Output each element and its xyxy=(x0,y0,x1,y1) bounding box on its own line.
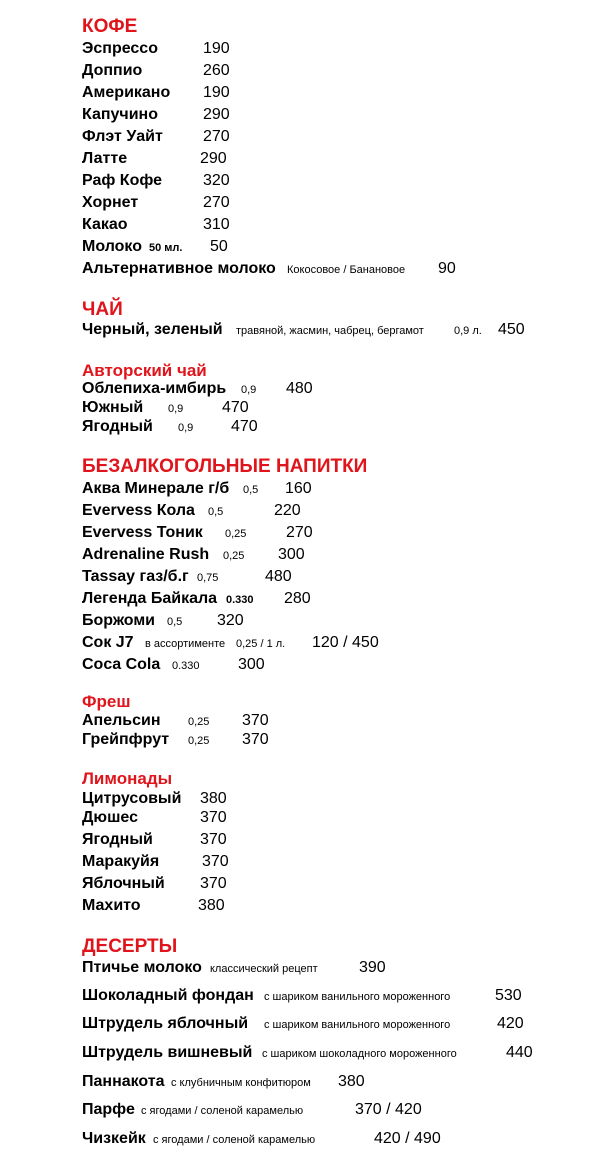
menu-item-name: Птичье молоко xyxy=(82,959,202,976)
menu-item-price: 260 xyxy=(203,62,230,79)
menu-item-note: с шариком шоколадного мороженного xyxy=(262,1048,457,1060)
menu-item-name: Аква Минерале г/б xyxy=(82,480,230,497)
menu-item-price: 190 xyxy=(203,84,230,101)
menu-item-price: 370 / 420 xyxy=(355,1101,422,1118)
menu-item-price: 370 xyxy=(200,831,227,848)
menu-item-price: 440 xyxy=(506,1044,533,1061)
menu-item-name: Шоколадный фондан xyxy=(82,987,254,1004)
menu-item-note: с шариком ванильного мороженного xyxy=(264,1019,451,1031)
menu-item-price: 530 xyxy=(495,987,522,1004)
menu-item-volume: 0,25 xyxy=(188,716,210,728)
menu-item-price: 290 xyxy=(200,150,227,167)
menu-item-price: 120 / 450 xyxy=(312,634,379,651)
menu-item-note: в ассортименте xyxy=(145,638,226,650)
menu-item-name: Грейпфрут xyxy=(82,731,170,748)
menu-item-note: с ягодами / соленой карамелью xyxy=(141,1105,304,1117)
menu-item-price: 480 xyxy=(265,568,292,585)
menu-item-price: 450 xyxy=(498,321,525,338)
menu-item-name: Штрудель вишневый xyxy=(82,1044,253,1061)
menu-item-price: 380 xyxy=(338,1073,365,1090)
menu-item-name: Парфе xyxy=(82,1101,135,1118)
menu-item-name: Черный, зеленый xyxy=(82,321,223,338)
menu-item-price: 270 xyxy=(203,128,230,145)
menu-item-name: Штрудель яблочный xyxy=(82,1015,249,1032)
menu-item-volume: 0,5 xyxy=(243,484,259,496)
menu-item-name: Evervess Тоник xyxy=(82,524,203,541)
menu-item-price: 370 xyxy=(200,875,227,892)
menu-item-name: Adrenaline Rush xyxy=(82,546,210,563)
menu-item-note: Кокосовое / Банановое xyxy=(287,264,406,276)
section-title-desserts: ДЕСЕРТЫ xyxy=(82,936,178,957)
menu-item-name: Ягодный xyxy=(82,418,153,435)
section-title-lemonades: Лимонады xyxy=(82,769,173,788)
menu-item-price: 320 xyxy=(203,172,230,189)
menu-item-name: Молоко xyxy=(82,238,142,255)
menu-item-price: 370 xyxy=(200,809,227,826)
menu-item-volume: 0.330 xyxy=(172,660,200,672)
menu-item-name: Южный xyxy=(82,399,144,416)
menu-item-price: 310 xyxy=(203,216,230,233)
menu-item-name: Доппио xyxy=(82,62,143,79)
menu-item-name: Американо xyxy=(82,84,171,101)
menu-item-price: 190 xyxy=(203,40,230,57)
menu-item-volume: 0,9 xyxy=(168,403,184,415)
menu-item-name: Маракуйя xyxy=(82,853,160,870)
menu-item-price: 390 xyxy=(359,959,386,976)
menu-item-price: 470 xyxy=(222,399,249,416)
menu-item-name: Evervess Кола xyxy=(82,502,195,519)
menu-item-name: Раф Кофе xyxy=(82,172,163,189)
section-title-soft-drinks: БЕЗАЛКОГОЛЬНЫЕ НАПИТКИ xyxy=(82,456,368,477)
menu-item-price: 480 xyxy=(286,380,313,397)
menu-item-volume: 50 мл. xyxy=(149,242,183,254)
section-title-fresh: Фреш xyxy=(82,692,131,711)
menu-item-price: 270 xyxy=(286,524,313,541)
menu-item-name: Облепиха-имбирь xyxy=(82,380,227,397)
menu-item-price: 370 xyxy=(242,731,269,748)
menu-item-price: 220 xyxy=(274,502,301,519)
menu-item-name: Tassay газ/б.г xyxy=(82,568,189,585)
menu-item-name: Капучино xyxy=(82,106,158,123)
menu-item-name: Coca Cola xyxy=(82,656,161,673)
menu-item-volume: 0,9 xyxy=(178,422,194,434)
section-title-author-tea: Авторский чай xyxy=(82,361,207,380)
menu-item-name: Латте xyxy=(82,150,128,167)
menu-item-note: с клубничным конфитюром xyxy=(171,1077,311,1089)
menu-item-price: 50 xyxy=(210,238,228,255)
menu-item-name: Махито xyxy=(82,897,141,914)
menu-item-price: 370 xyxy=(202,853,229,870)
menu-item-price: 300 xyxy=(238,656,265,673)
menu-item-note: с шариком ванильного мороженного xyxy=(264,991,451,1003)
section-title-coffee: КОФЕ xyxy=(82,16,138,37)
menu-item-volume: 0,25 xyxy=(188,735,210,747)
menu-item-name: Ягодный xyxy=(82,831,153,848)
menu-item-price: 280 xyxy=(284,590,311,607)
menu-item-price: 380 xyxy=(198,897,225,914)
menu-item-price: 370 xyxy=(242,712,269,729)
menu-item-name: Эспрессо xyxy=(82,40,158,57)
menu-item-note: с ягодами / соленой карамелью xyxy=(153,1134,316,1146)
menu-item-price: 420 / 490 xyxy=(374,1130,441,1147)
menu-item-volume: 0,9 л. xyxy=(454,325,482,337)
menu-item-price: 380 xyxy=(200,790,227,807)
menu-item-name: Апельсин xyxy=(82,712,161,729)
menu-item-volume: 0,75 xyxy=(197,572,219,584)
menu-item-name: Боржоми xyxy=(82,612,156,629)
menu-item-name: Паннакота xyxy=(82,1073,165,1090)
menu-item-note: травяной, жасмин, чабрец, бергамот xyxy=(236,325,424,337)
menu-item-name: Сок J7 xyxy=(82,634,134,651)
menu-item-volume: 0,25 xyxy=(225,528,247,540)
menu-item-volume: 0,25 / 1 л. xyxy=(236,638,286,650)
menu-item-name: Чизкейк xyxy=(82,1130,146,1147)
menu-item-name: Цитрусовый xyxy=(82,790,182,807)
menu-item-name: Легенда Байкала xyxy=(82,590,218,607)
menu-item-name: Хорнет xyxy=(82,194,139,211)
menu-item-note: классический рецепт xyxy=(210,963,318,975)
menu-item-price: 300 xyxy=(278,546,305,563)
menu-item-name: Флэт Уайт xyxy=(82,128,163,145)
menu-item-volume: 0,9 xyxy=(241,384,257,396)
menu-item-price: 290 xyxy=(203,106,230,123)
menu-item-name: Яблочный xyxy=(82,875,165,892)
menu-item-name: Альтернативное молоко xyxy=(82,260,276,277)
menu-item-price: 470 xyxy=(231,418,258,435)
menu-item-name: Дюшес xyxy=(82,809,138,826)
menu-item-volume: 0.330 xyxy=(226,594,254,606)
section-title-tea: ЧАЙ xyxy=(82,299,123,320)
menu-item-volume: 0,5 xyxy=(167,616,183,628)
menu-item-name: Какао xyxy=(82,216,128,233)
menu-item-price: 320 xyxy=(217,612,244,629)
menu-item-price: 270 xyxy=(203,194,230,211)
menu-item-volume: 0,25 xyxy=(223,550,245,562)
menu-item-volume: 0,5 xyxy=(208,506,224,518)
menu-item-price: 420 xyxy=(497,1015,524,1032)
menu-item-price: 160 xyxy=(285,480,312,497)
menu-item-price: 90 xyxy=(438,260,456,277)
